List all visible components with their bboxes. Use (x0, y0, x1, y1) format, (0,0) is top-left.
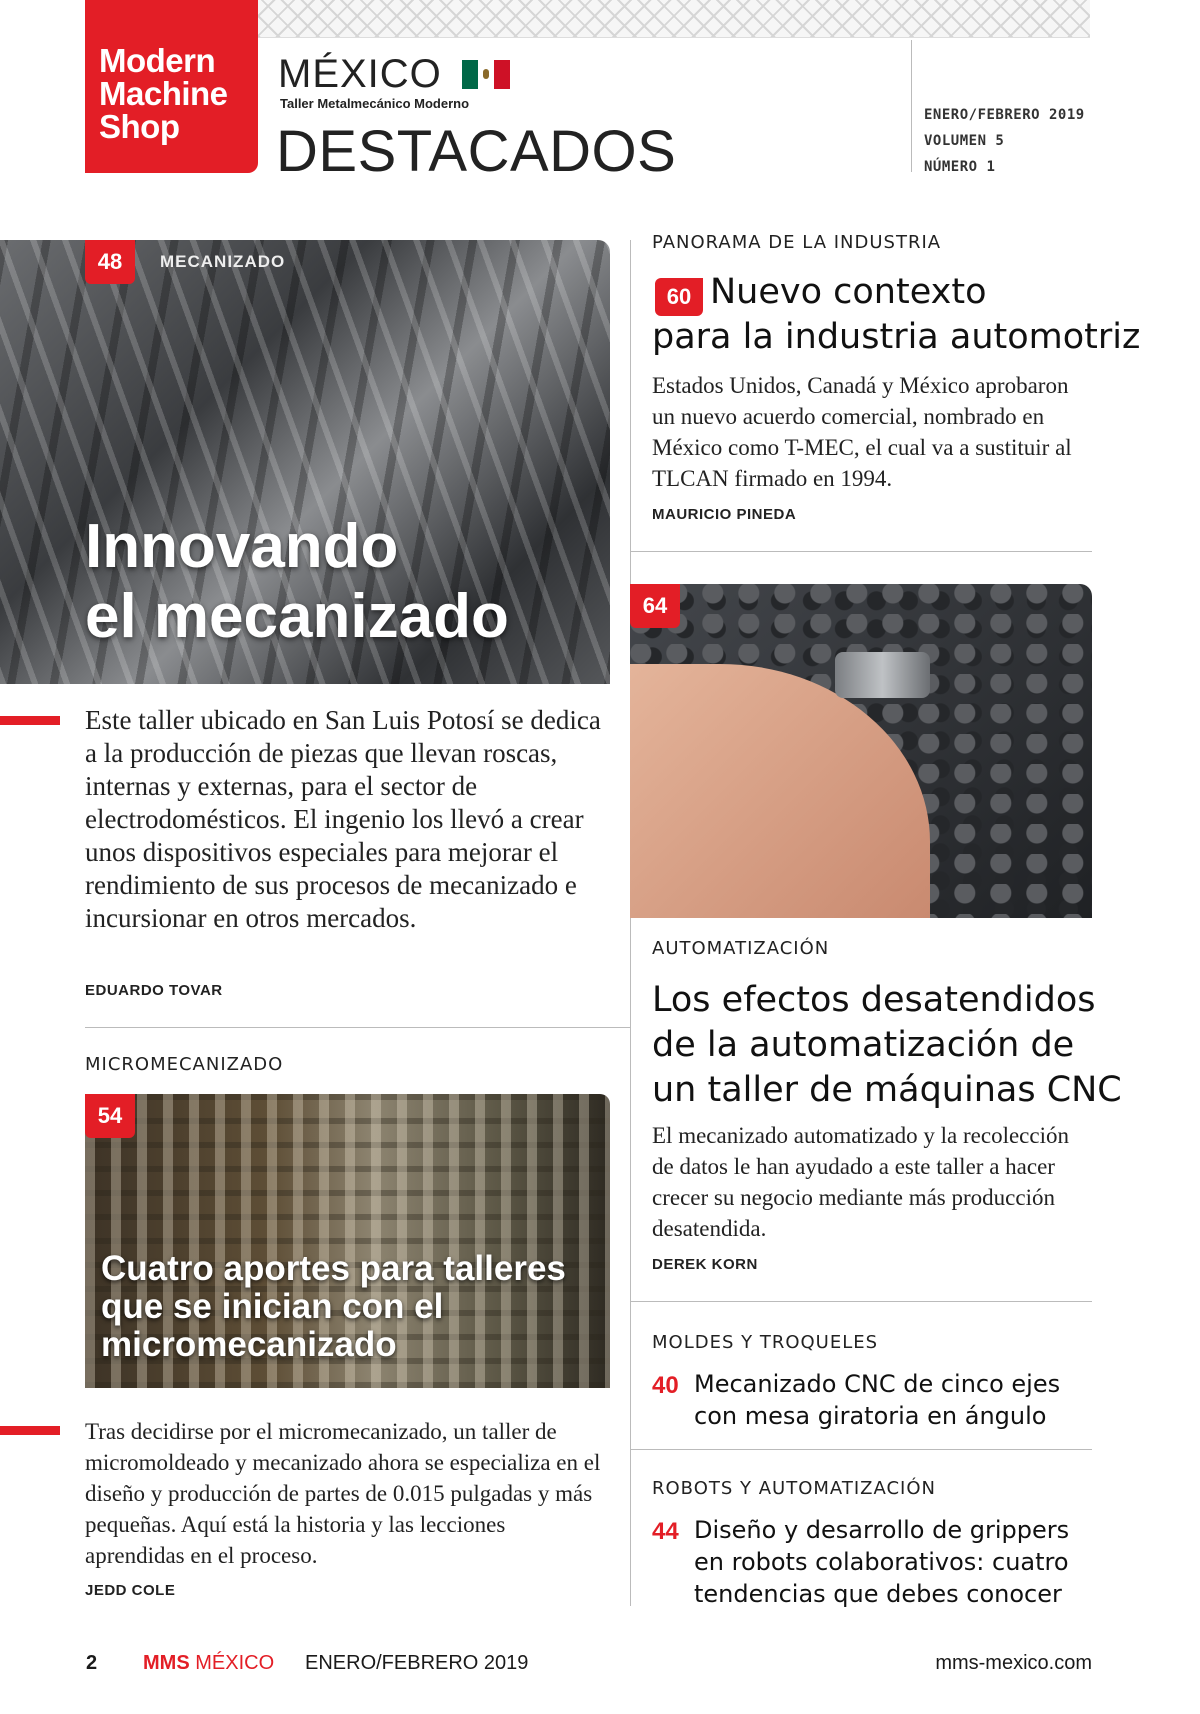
micro-author: JEDD COLE (85, 1582, 176, 1599)
title-line: Mecanizado CNC de cinco ejes (694, 1370, 1061, 1398)
page-badge: 60 (655, 278, 703, 316)
logo-line: Shop (99, 108, 180, 145)
title-line: en robots colaborativos: cuatro (694, 1548, 1069, 1576)
threaded-part-shape (835, 652, 930, 698)
feature-body: Este taller ubicado en San Luis Potosí se dedica a la producción de piezas que llevan roscas, internas y externas, para el sector de electrodomésticos. El ingenio los llevó a crear unos dispositivos especiales para mejorar el rendimiento de sus procesos de mecanizado e incursionar en otros mercados. (85, 705, 601, 933)
automation-category: AUTOMATIZACIÓN (652, 938, 830, 959)
title-line: el mecanizado (85, 582, 509, 651)
feature-title[interactable] (85, 512, 509, 652)
page-badge: 48 (85, 240, 135, 284)
robots-category: ROBOTS Y AUTOMATIZACIÓN (652, 1478, 936, 1499)
issue-date: ENERO/FEBRERO 2019 (924, 107, 1085, 123)
title-line: de la automatización de (652, 1025, 1075, 1065)
micro-title[interactable] (101, 1250, 566, 1364)
magazine-subtitle: Taller Metalmecánico Moderno (280, 96, 470, 111)
logo-line: Modern (99, 42, 216, 79)
title-line: un taller de máquinas CNC (652, 1070, 1122, 1110)
hand-image-shape (630, 664, 930, 918)
molds-title[interactable] (694, 1368, 1060, 1432)
footer-page-number: 2 (86, 1652, 98, 1674)
header-pattern (258, 0, 1090, 38)
logo-line: Machine (99, 75, 228, 112)
mexico-flag-icon (462, 60, 510, 89)
page-badge: 64 (630, 584, 680, 628)
divider (630, 1301, 1092, 1302)
footer-brand-mms: MMS (143, 1652, 190, 1674)
title-line: micromecanizado (101, 1325, 397, 1364)
micro-image[interactable] (85, 1094, 610, 1388)
page-number: 44 (652, 1518, 679, 1545)
divider (911, 40, 912, 172)
title-line: tendencias que debes conocer (694, 1580, 1062, 1608)
issue-number: NÚMERO 1 (924, 159, 996, 175)
automation-author: DEREK KORN (652, 1256, 758, 1273)
divider (85, 1027, 630, 1028)
industry-category: PANORAMA DE LA INDUSTRIA (652, 232, 942, 253)
footer-brand[interactable] (143, 1652, 274, 1675)
micro-category: MICROMECANIZADO (85, 1054, 284, 1075)
feature-image[interactable] (0, 240, 610, 684)
page-badge: 54 (85, 1094, 135, 1138)
title-line: con mesa giratoria en ángulo (694, 1402, 1047, 1430)
divider (630, 1449, 1092, 1450)
page-number: 40 (652, 1372, 679, 1399)
title-line: Diseño y desarrollo de grippers (694, 1516, 1070, 1544)
micro-body: Tras decidirse por el micromecanizado, un taller de micromoldeado y mecanizado ahora se especializa en el diseño y producción de partes de 0.015 pulgadas y más pequeñas. Aquí está la historia y las lecciones aprendidas en el proceso. (85, 1419, 601, 1568)
footer-date: ENERO/FEBRERO 2019 (305, 1652, 529, 1674)
automation-title[interactable] (652, 978, 1122, 1113)
industry-title-line2[interactable]: para la industria automotriz (652, 317, 1141, 357)
title-line: Cuatro aportes para talleres (101, 1249, 566, 1288)
mms-logo[interactable] (85, 0, 258, 173)
feature-category: MECANIZADO (160, 252, 286, 271)
title-line: Los efectos desatendidos (652, 980, 1096, 1020)
industry-body: Estados Unidos, Canadá y México aprobaron un nuevo acuerdo comercial, nombrado en México como T-MEC, el cual va a sustituir al TLCAN firmado en 1994. (652, 373, 1072, 491)
title-line: Innovando (85, 512, 399, 581)
title-line: que se inician con el (101, 1287, 444, 1326)
edition-label: MÉXICO (278, 52, 442, 96)
issue-volume: VOLUMEN 5 (924, 133, 1005, 149)
footer-brand-country: MÉXICO (195, 1652, 275, 1674)
footer-url[interactable]: mms-mexico.com (935, 1652, 1092, 1674)
divider (630, 551, 1092, 552)
automation-body: El mecanizado automatizado y la recolección de datos le han ayudado a este taller a hacer crecer su negocio mediante más producción desatendida. (652, 1123, 1069, 1241)
molds-category: MOLDES Y TROQUELES (652, 1332, 879, 1353)
column-divider (630, 240, 631, 1606)
robots-title[interactable] (694, 1514, 1069, 1610)
issue-info (924, 102, 1085, 180)
industry-title-line1[interactable]: Nuevo contexto (710, 272, 987, 312)
red-marker (0, 716, 60, 725)
red-marker (0, 1426, 60, 1435)
automation-image[interactable] (630, 584, 1092, 918)
industry-author: MAURICIO PINEDA (652, 506, 797, 523)
feature-author: EDUARDO TOVAR (85, 982, 223, 999)
section-title: DESTACADOS (276, 119, 677, 184)
